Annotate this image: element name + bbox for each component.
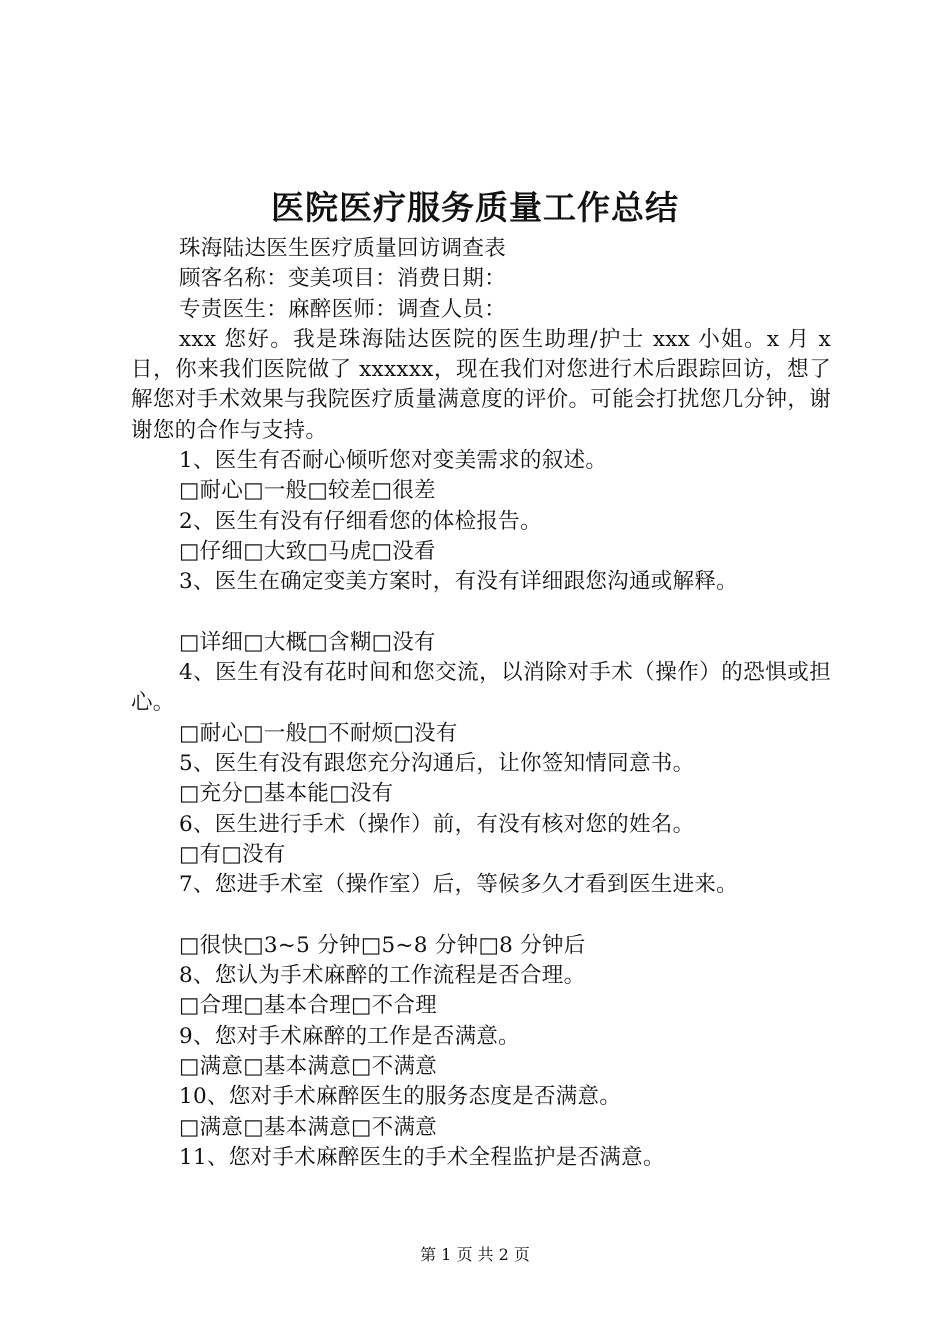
page-footer: 第 1 页 共 2 页 <box>420 1245 530 1264</box>
doctor-info-line: 专责医生：麻醉医师：调查人员： <box>179 296 507 322</box>
question-6: 6、医生进行手术（操作）前，有没有核对您的姓名。 <box>179 811 695 837</box>
survey-subtitle: 珠海陆达医生医疗质量回访调查表 <box>179 236 507 261</box>
blank-line <box>131 598 831 628</box>
page-title: 医院医疗服务质量工作总结 <box>271 188 679 227</box>
question-8: 8、您认为手术麻醉的工作流程是否合理。 <box>179 963 586 989</box>
question-11: 11、您对手术麻醉医生的手术全程监护是否满意。 <box>179 1144 665 1170</box>
question-9: 9、您对手术麻醉的工作是否满意。 <box>179 1023 520 1049</box>
question-7-options: □很快□3~5 分钟□5~8 分钟□8 分钟后 <box>179 932 586 958</box>
question-2-options: □仔细□大致□马虎□没看 <box>179 538 436 564</box>
blank-line <box>131 901 831 931</box>
question-5-options: □充分□基本能□没有 <box>179 781 394 807</box>
question-5: 5、医生有没有跟您充分沟通后，让你签知情同意书。 <box>179 751 695 777</box>
question-4: 4、医生有没有花时间和您交流，以消除对手术（操作）的恐惧或担心。 <box>131 660 831 716</box>
question-3-options: □详细□大概□含糊□没有 <box>179 629 436 655</box>
question-1-options: □耐心□一般□较差□很差 <box>179 478 436 504</box>
question-3: 3、医生在确定变美方案时，有没有详细跟您沟通或解释。 <box>179 569 738 595</box>
question-10: 10、您对手术麻醉医生的服务态度是否满意。 <box>179 1084 622 1110</box>
question-9-options: □满意□基本满意□不满意 <box>179 1054 438 1080</box>
question-8-options: □合理□基本合理□不合理 <box>179 993 438 1019</box>
intro-paragraph: xxx 您好。我是珠海陆达医院的医生助理/护士 xxx 小姐。x 月 x 日，你来我们医院做了 xxxxxx，现在我们对您进行术后跟踪回访，想了解您对手术效果与我院医疗质量满意度的评价。可能会打扰您几分钟，谢谢您的合作与支持。 <box>131 326 831 443</box>
question-6-options: □有□没有 <box>179 841 286 867</box>
question-4-options: □耐心□一般□不耐烦□没有 <box>179 720 458 746</box>
question-1: 1、医生有否耐心倾听您对变美需求的叙述。 <box>179 448 608 474</box>
question-10-options: □满意□基本满意□不满意 <box>179 1114 438 1140</box>
question-2: 2、医生有没有仔细看您的体检报告。 <box>179 508 542 534</box>
document-body <box>131 234 831 1173</box>
customer-info-line: 顾客名称：变美项目：消费日期： <box>179 266 507 292</box>
question-7: 7、您进手术室（操作室）后，等候多久才看到医生进来。 <box>179 872 738 898</box>
